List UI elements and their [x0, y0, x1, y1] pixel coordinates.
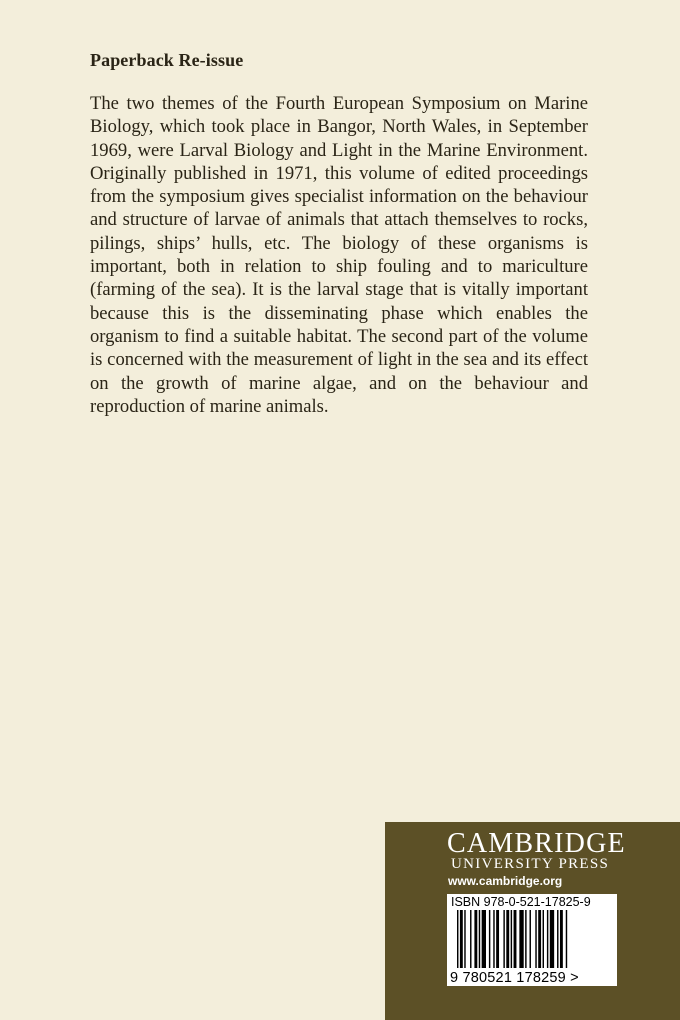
barcode-bar — [538, 910, 541, 968]
barcode-bar — [557, 910, 558, 968]
barcode-bar — [543, 910, 544, 968]
publisher-subtitle: UNIVERSITY PRESS — [451, 856, 610, 872]
section-heading: Paperback Re-issue — [90, 50, 244, 70]
barcode-bar — [550, 910, 554, 968]
barcode-bar — [493, 910, 494, 968]
barcode-bar — [511, 910, 512, 968]
barcode-bar — [460, 910, 463, 968]
barcode-bar — [489, 910, 490, 968]
barcode-bar — [457, 910, 458, 968]
barcode-bars — [457, 910, 607, 968]
barcode-bar — [503, 910, 504, 968]
book-description: The two themes of the Fourth European Symposium on Marine Biology, which took place in Bangor, North Wales, in September 1969, were Larval Biology and Light in the Marine Environment. Originally published in 1971, this volume of edited proceedings from the symposium gives specialist information on the behaviour and structure of larvae of animals that attach themselves to rocks, pilings, ships’ hulls, etc. The biology of these organisms is important, both in relation to ship fouling and to mariculture (farming of the sea). It is the larval stage that is vitally important because this is the disseminating phase which enables the organism to find a suitable habitat. The second part of the volume is concerned with the measurement of light in the sea and its effect on the growth of marine algae, and on the behaviour and reproduction of marine animals. — [90, 93, 588, 417]
barcode-bar — [519, 910, 523, 968]
barcode-bar — [506, 910, 509, 968]
barcode-bar — [566, 910, 567, 968]
barcode-bar — [474, 910, 477, 968]
publisher-name: CAMBRIDGE — [447, 828, 626, 859]
publisher-website: www.cambridge.org — [448, 874, 563, 888]
barcode-bar — [525, 910, 526, 968]
barcode-bar — [530, 910, 531, 968]
barcode-bar — [482, 910, 486, 968]
isbn-label: ISBN 978-0-521-17825-9 — [451, 895, 591, 909]
barcode-bar — [464, 910, 465, 968]
publisher-panel — [385, 822, 680, 1020]
barcode-bar — [535, 910, 536, 968]
barcode-bar — [547, 910, 548, 968]
barcode-bar — [479, 910, 480, 968]
barcode-bar — [496, 910, 499, 968]
isbn-barcode — [447, 894, 617, 986]
barcode-digits: 9 780521 178259 > — [450, 970, 579, 986]
barcode-bar — [514, 910, 517, 968]
barcode-bar — [560, 910, 563, 968]
barcode-bar — [470, 910, 471, 968]
